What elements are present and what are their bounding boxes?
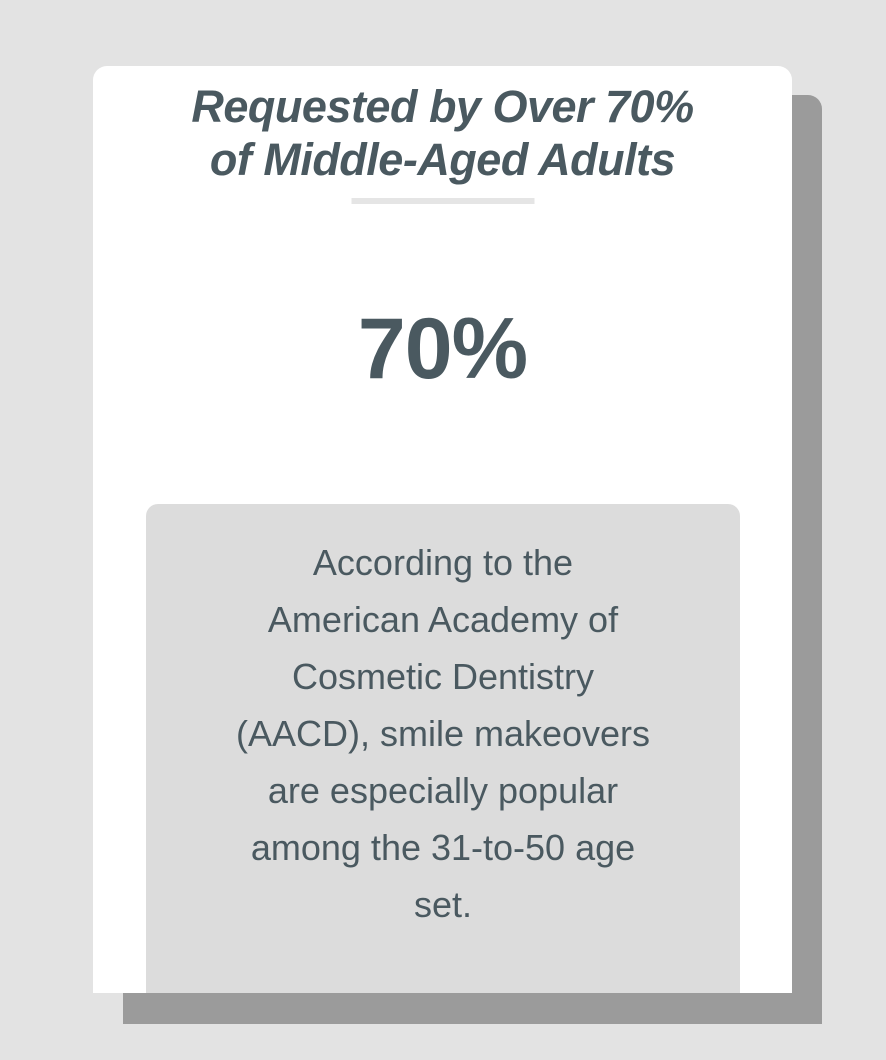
- info-text-line: are especially popular: [267, 770, 619, 811]
- title-divider: [351, 198, 534, 204]
- card-title: [93, 80, 792, 186]
- info-text-line: set.: [413, 884, 473, 925]
- info-box: [146, 504, 740, 993]
- info-text-line: According to the: [312, 542, 574, 583]
- info-text-line: (AACD), smile makeovers: [235, 713, 651, 754]
- info-text-line: among the 31-to-50 age: [250, 827, 636, 868]
- info-text-line: Cosmetic Dentistry: [291, 656, 595, 697]
- stat-card: [93, 66, 792, 993]
- card-title-line-1: Requested by Over 70%: [191, 81, 694, 132]
- card-title-line-2: of Middle-Aged Adults: [209, 134, 676, 185]
- stat-value: 70%: [357, 301, 528, 397]
- info-text: [146, 504, 740, 933]
- info-text-line: American Academy of: [267, 599, 619, 640]
